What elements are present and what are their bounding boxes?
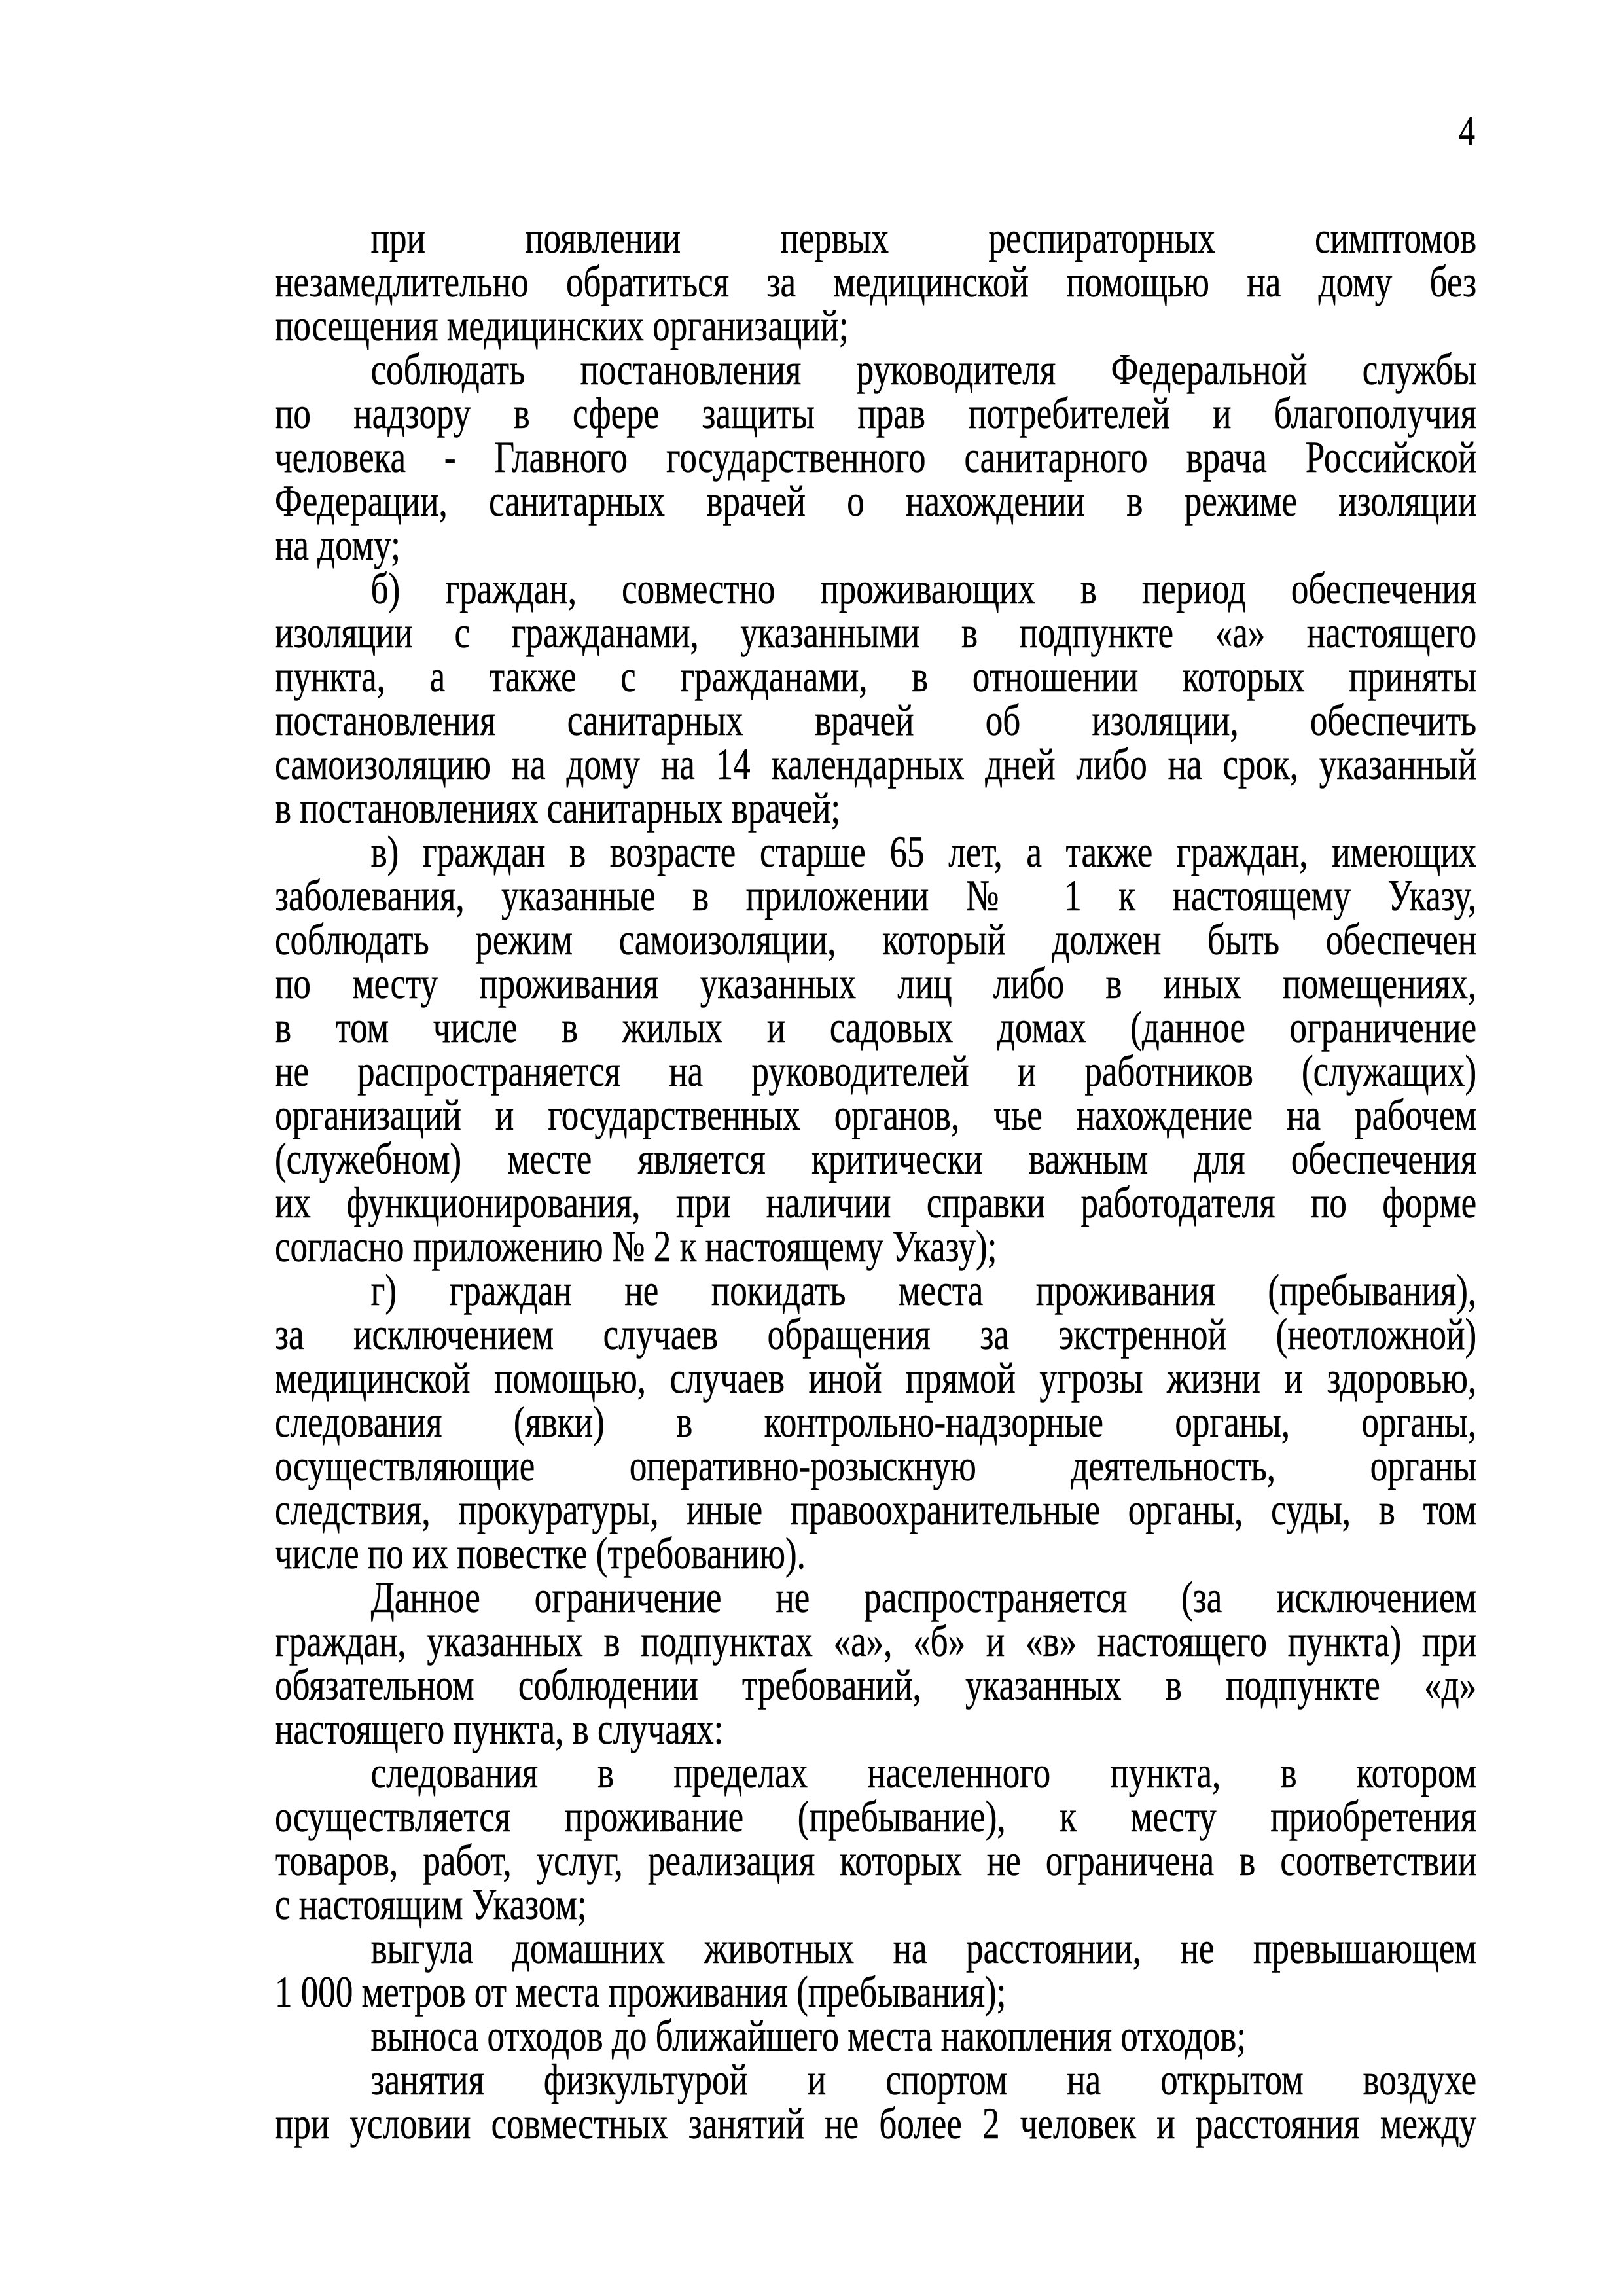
text-line: не распространяется на руководителей и работников (служащих) bbox=[275, 1046, 1477, 1096]
text-line: пункта, а также с гражданами, в отношении которых приняты bbox=[275, 651, 1477, 701]
text-line: медицинской помощью, случаев иной прямой угрозы жизни и здоровью, bbox=[275, 1353, 1477, 1403]
paragraph bbox=[275, 564, 1477, 833]
text-line: числе по их повестке (требованию). bbox=[275, 1528, 806, 1578]
text-line: (служебном) месте является критически важным для обеспечения bbox=[275, 1134, 1477, 1183]
page-number: 4 bbox=[1459, 107, 1475, 154]
text-line: Данное ограничение не распространяется (за исключением bbox=[370, 1572, 1477, 1622]
text-line: при условии совместных занятий не более 2 человек и расстояния между bbox=[275, 2098, 1477, 2148]
paragraph bbox=[275, 2054, 1477, 2148]
paragraph bbox=[275, 1265, 1477, 1578]
text-line: б) граждан, совместно проживающих в период обеспечения bbox=[370, 564, 1477, 613]
text-line: следования (явки) в контрольно-надзорные органы, органы, bbox=[275, 1397, 1477, 1446]
text-line: по месту проживания указанных лиц либо в иных помещениях, bbox=[275, 958, 1477, 1008]
paragraph bbox=[275, 1572, 1477, 1753]
text-line: в постановлениях санитарных врачей; bbox=[275, 783, 841, 833]
text-line: изоляции с гражданами, указанными в подпункте «а» настоящего bbox=[275, 607, 1477, 657]
paragraph bbox=[275, 213, 1477, 350]
text-line: на дому; bbox=[275, 520, 401, 569]
paragraph bbox=[275, 1748, 1477, 1929]
document-body bbox=[275, 213, 1477, 2148]
text-line: незамедлительно обратиться за медицинской помощью на дому без bbox=[275, 257, 1477, 306]
paragraph bbox=[275, 827, 1477, 1271]
paragraph bbox=[275, 2011, 1476, 2060]
text-line: по надзору в сфере защиты прав потребителей и благополучия bbox=[275, 388, 1477, 438]
text-line: настоящего пункта, в случаях: bbox=[275, 1704, 724, 1753]
text-line: г) граждан не покидать места проживания (пребывания), bbox=[370, 1265, 1477, 1315]
text-line: согласно приложению № 2 к настоящему Указу); bbox=[275, 1221, 997, 1271]
text-line: занятия физкультурой и спортом на открытом воздухе bbox=[370, 2054, 1477, 2104]
text-line: за исключением случаев обращения за экстренной (неотложной) bbox=[275, 1309, 1477, 1359]
paragraph bbox=[275, 1923, 1477, 2017]
text-line: осуществляется проживание (пребывание), к месту приобретения bbox=[275, 1791, 1477, 1841]
text-line: обязательном соблюдении требований, указанных в подпункте «д» bbox=[275, 1660, 1477, 1710]
paragraph bbox=[275, 344, 1477, 569]
text-line: соблюдать постановления руководителя Федеральной службы bbox=[370, 344, 1477, 394]
text-line: в) граждан в возрасте старше 65 лет, а также граждан, имеющих bbox=[370, 827, 1477, 876]
text-line: выноса отходов до ближайшего места накопления отходов; bbox=[370, 2011, 1247, 2060]
text-line: постановления санитарных врачей об изоляции, обеспечить bbox=[275, 695, 1477, 745]
text-line: в том числе в жилых и садовых домах (данное ограничение bbox=[275, 1002, 1477, 1052]
text-line: следования в пределах населенного пункта, в котором bbox=[370, 1748, 1477, 1797]
text-line: осуществляющие оперативно-розыскную деятельность, органы bbox=[275, 1441, 1477, 1490]
text-line: выгула домашних животных на расстоянии, не превышающем bbox=[370, 1923, 1477, 1973]
text-line: при появлении первых респираторных симптомов bbox=[370, 213, 1477, 262]
text-line: их функционирования, при наличии справки работодателя по форме bbox=[275, 1177, 1477, 1227]
text-line: 1 000 метров от места проживания (пребывания); bbox=[275, 1967, 1007, 2017]
text-line: товаров, работ, услуг, реализация которых не ограничена в соответствии bbox=[275, 1835, 1477, 1885]
text-line: посещения медицинских организаций; bbox=[275, 300, 849, 350]
text-line: с настоящим Указом; bbox=[275, 1879, 587, 1929]
text-line: следствия, прокуратуры, иные правоохранительные органы, суды, в том bbox=[275, 1484, 1477, 1534]
text-line: организаций и государственных органов, чье нахождение на рабочем bbox=[275, 1090, 1477, 1139]
text-line: заболевания, указанные в приложении № 1 к настоящему Указу, bbox=[275, 870, 1477, 920]
text-line: соблюдать режим самоизоляции, который должен быть обеспечен bbox=[275, 914, 1477, 964]
text-line: самоизоляцию на дому на 14 календарных дней либо на срок, указанный bbox=[275, 739, 1477, 789]
text-line: граждан, указанных в подпунктах «а», «б» и «в» настоящего пункта) при bbox=[275, 1616, 1477, 1666]
text-line: человека - Главного государственного санитарного врача Российской bbox=[275, 432, 1477, 482]
text-line: Федерации, санитарных врачей о нахождении в режиме изоляции bbox=[275, 476, 1477, 526]
